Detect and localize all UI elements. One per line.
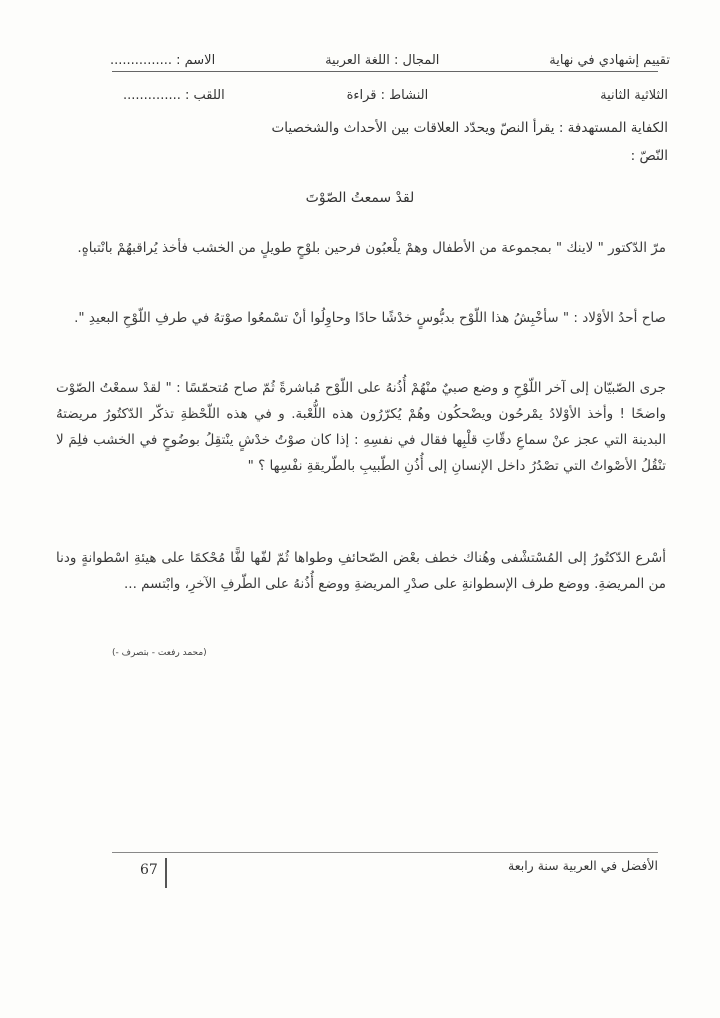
evaluation-title: تقييم إشهادي في نهاية bbox=[549, 53, 670, 68]
surname-field: اللقب : .............. bbox=[123, 88, 225, 103]
footer-divider bbox=[165, 858, 167, 888]
story-source: (محمد رفعت - بتصرف -) bbox=[112, 648, 207, 658]
footer-rule bbox=[112, 852, 658, 853]
page-number: 67 bbox=[140, 862, 158, 878]
name-field: الاسم : ............... bbox=[110, 53, 216, 68]
domain-label: المجال : اللغة العربية bbox=[325, 53, 440, 68]
trimester-label: الثلاثية الثانية bbox=[600, 88, 668, 103]
header-rule bbox=[112, 71, 658, 72]
story-paragraph-4: أسْرع الدّكتُورُ إلى المُسْتشْفى وهُناك خطف بعْض الصّحائفِ وطواها ثُمّ لفّها لفًّا مُحْكمًا على هيئةِ اسْطوانةٍ ودنا من المريضةِ. ووضع طرف الإسطوانةِ على صدْرِ المريضةِ ووضع أُذُنهُ على الطّرفِ الآخرِ، وابْتسم ... bbox=[56, 550, 666, 592]
story-paragraph-1: مرّ الدّكتور " لاينك " بمجموعة من الأطفال وهمْ يلْعبُون فرحين بلوْحٍ طويلٍ من الخشب فأخذ يُراقبهُمْ بانْتباهٍ. bbox=[77, 240, 666, 256]
activity-label: النشاط : قراءة bbox=[346, 88, 429, 103]
book-title: الأفضل في العربية سنة رابعة bbox=[508, 858, 658, 873]
header-line-1 bbox=[110, 53, 670, 68]
story-paragraph-2: صاح أحدُ الأوْلاد : " سأخْبِشُ هذا اللّوْح بدبُّوسٍ خدْشًا حادًا وحاوِلُوا أنْ تسْمعُوا صوْتهُ في طرفِ اللّوْحِ البعيدِ ". bbox=[74, 310, 666, 326]
target-competence: الكفاية المستهدفة : يقرأ النصّ ويحدّد العلاقات بين الأحداث والشخصيات bbox=[271, 120, 668, 136]
story-title: لقدْ سمعتُ الصّوْتَ bbox=[305, 190, 415, 206]
header-line-2 bbox=[123, 88, 668, 103]
story-paragraph-3: جرى الصّبيّان إلى آخر اللّوْحِ و وضع صبيٌ منْهُمْ أُذُنهُ على اللّوْح مُباشرةً ثُمّ صاح مُتحمّسًا : " لقدْ سمعْتُ الصّوْت واضحًا ! وأخذ الأوْلادُ يمْرحُون ويضْحكُون وهُمْ يُكرّرُون هذه اللُّعْبة. و في هذه اللّحْظةِ تذكّر الدّكتُورُ مريضتهُ البدينة التي عجز عنْ سماعِ دقّاتِ قلْبِها فقال في نفسِهِ : إذا كان صوْتُ خدْشٍ ينْتقِلُ بوضُوحٍ في الخشب فلِمَ لا تنْقُلُ الأصْواتُ التي تصْدُرُ داخل الإنسانِ إلى أُذُنِ الطّبيبِ بالطّريقةِ نفْسِها ؟ " bbox=[56, 380, 666, 474]
text-label: النّصّ : bbox=[630, 148, 668, 164]
